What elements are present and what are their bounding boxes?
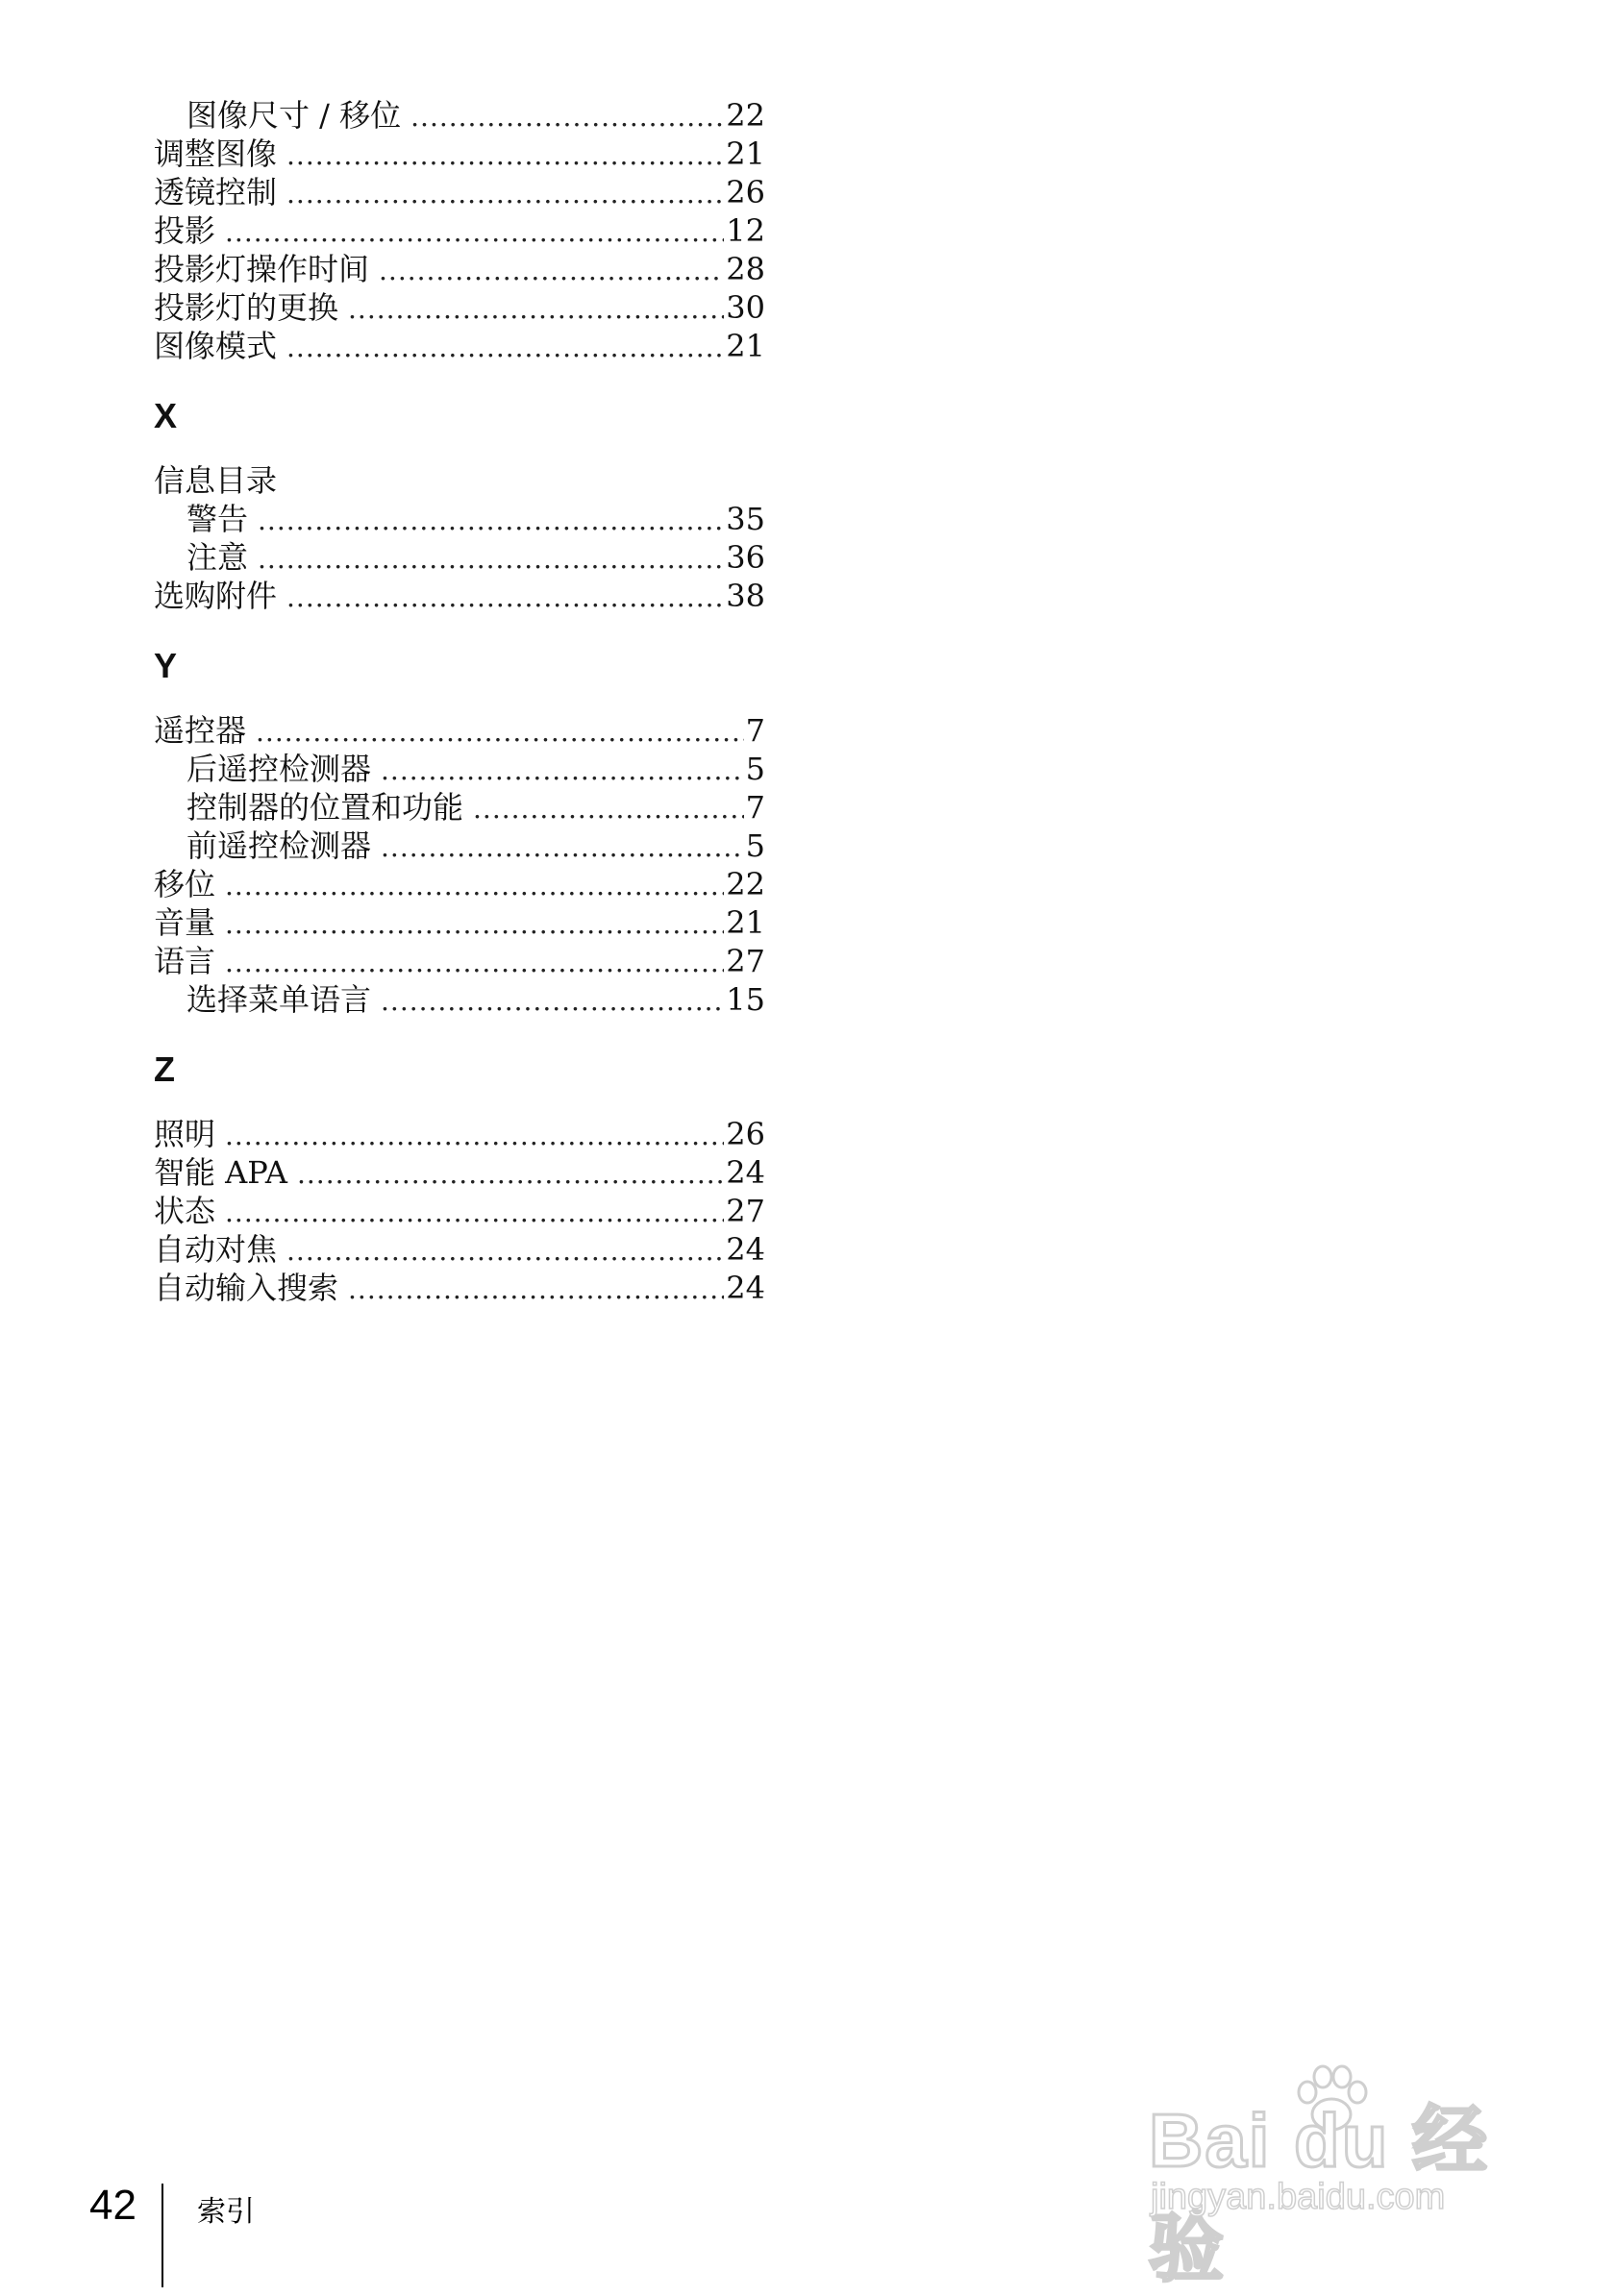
entry-page: 28: [726, 251, 765, 287]
dot-leader: [473, 790, 744, 828]
dot-leader: [225, 944, 724, 982]
entry-term: 警告: [186, 501, 249, 537]
index-entry: [154, 211, 765, 250]
dot-leader: [225, 1117, 724, 1155]
page-number: 42: [89, 2182, 137, 2229]
index-entry: [154, 942, 765, 980]
dot-leader: [297, 1155, 724, 1194]
entry-term: 智能 APA: [154, 1154, 287, 1191]
index-entry: [154, 750, 765, 788]
entry-term: 投影灯的更换: [154, 289, 339, 326]
index-entry: [154, 903, 765, 942]
entry-term: 图像模式: [154, 328, 278, 364]
dot-leader: [225, 867, 724, 905]
index-column: [154, 96, 765, 1307]
entry-page: 5: [745, 827, 765, 864]
watermark-url: jingyan.baidu.com: [1151, 2177, 1446, 2217]
index-entry: [154, 827, 765, 865]
index-entry: [154, 250, 765, 288]
entry-term: 调整图像: [154, 136, 278, 172]
entry-term: 自动对焦: [154, 1231, 278, 1268]
entry-term: 选购附件: [154, 578, 278, 614]
index-entry: [154, 173, 765, 211]
index-entry: [154, 1269, 765, 1307]
index-entry: [154, 288, 765, 327]
entry-page: 26: [726, 174, 765, 210]
entry-page: 5: [745, 751, 765, 787]
entry-page: 24: [726, 1231, 765, 1268]
index-entry: [154, 980, 765, 1019]
entry-page: 12: [726, 212, 765, 249]
dot-leader: [286, 579, 724, 617]
entry-page: 7: [745, 789, 765, 826]
dot-leader: [225, 213, 724, 252]
index-entry: [154, 538, 765, 577]
section-heading-y: Y: [154, 646, 178, 685]
entry-term: 前遥控检测器: [186, 827, 372, 864]
dot-leader: [381, 982, 724, 1021]
dot-leader: [381, 828, 744, 867]
index-entry: [154, 1230, 765, 1269]
index-entry-heading: [154, 461, 765, 500]
entry-term: 控制器的位置和功能: [186, 789, 464, 826]
dot-leader: [225, 1194, 724, 1232]
watermark: [1149, 2061, 1533, 2290]
entry-term: 照明: [154, 1116, 216, 1152]
entry-term: 透镜控制: [154, 174, 278, 210]
dot-leader: [286, 329, 724, 367]
index-entry: [154, 711, 765, 750]
entry-page: 21: [726, 904, 765, 941]
footer-divider: [162, 2184, 163, 2287]
section-heading-z: Z: [154, 1049, 175, 1089]
entry-page: 30: [726, 289, 765, 326]
entry-page: 21: [726, 328, 765, 364]
index-entry: [154, 1192, 765, 1230]
dot-leader: [348, 1271, 724, 1309]
entry-term: 图像尺寸 / 移位: [186, 97, 402, 134]
index-entry: [154, 865, 765, 903]
entry-term: 语言: [154, 943, 216, 979]
entry-page: 7: [745, 712, 765, 749]
dot-leader: [381, 752, 744, 790]
dot-leader: [225, 905, 724, 944]
index-entry: [154, 96, 765, 135]
entry-page: 24: [726, 1154, 765, 1191]
index-entry: [154, 788, 765, 827]
index-entry: [154, 500, 765, 538]
index-entry: [154, 1115, 765, 1153]
entry-term: 音量: [154, 904, 216, 941]
dot-leader: [258, 540, 724, 579]
index-entry: [154, 135, 765, 173]
entry-page: 27: [726, 1193, 765, 1229]
watermark-brand: Bai du 经验: [1149, 2098, 1490, 2290]
entry-page: 36: [726, 539, 765, 576]
entry-page: 38: [726, 578, 765, 614]
entry-term: 选择菜单语言: [186, 981, 372, 1018]
dot-leader: [286, 1232, 724, 1271]
entry-page: 24: [726, 1270, 765, 1306]
section-heading-x: X: [154, 396, 178, 435]
dot-leader: [410, 98, 724, 136]
entry-term: 注意: [186, 539, 249, 576]
entry-term: 信息目录: [154, 462, 278, 499]
dot-leader: [348, 290, 724, 329]
entry-page: 22: [726, 97, 765, 134]
entry-term: 遥控器: [154, 712, 247, 749]
dot-leader: [286, 136, 724, 175]
entry-page: 26: [726, 1116, 765, 1152]
index-entry: [154, 327, 765, 365]
entry-term: 投影灯操作时间: [154, 251, 370, 287]
entry-page: 15: [726, 981, 765, 1018]
index-entry: [154, 577, 765, 615]
entry-term: 后遥控检测器: [186, 751, 372, 787]
entry-term: 自动输入搜索: [154, 1270, 339, 1306]
entry-page: 21: [726, 136, 765, 172]
index-entry: [154, 1153, 765, 1192]
dot-leader: [379, 252, 724, 290]
entry-page: 27: [726, 943, 765, 979]
entry-term: 移位: [154, 866, 216, 902]
footer-section-label: 索引: [197, 2195, 255, 2229]
entry-term: 状态: [154, 1193, 216, 1229]
entry-term: 投影: [154, 212, 216, 249]
dot-leader: [256, 713, 744, 752]
entry-page: 22: [726, 866, 765, 902]
dot-leader: [286, 175, 724, 213]
dot-leader: [258, 502, 724, 540]
entry-page: 35: [726, 501, 765, 537]
